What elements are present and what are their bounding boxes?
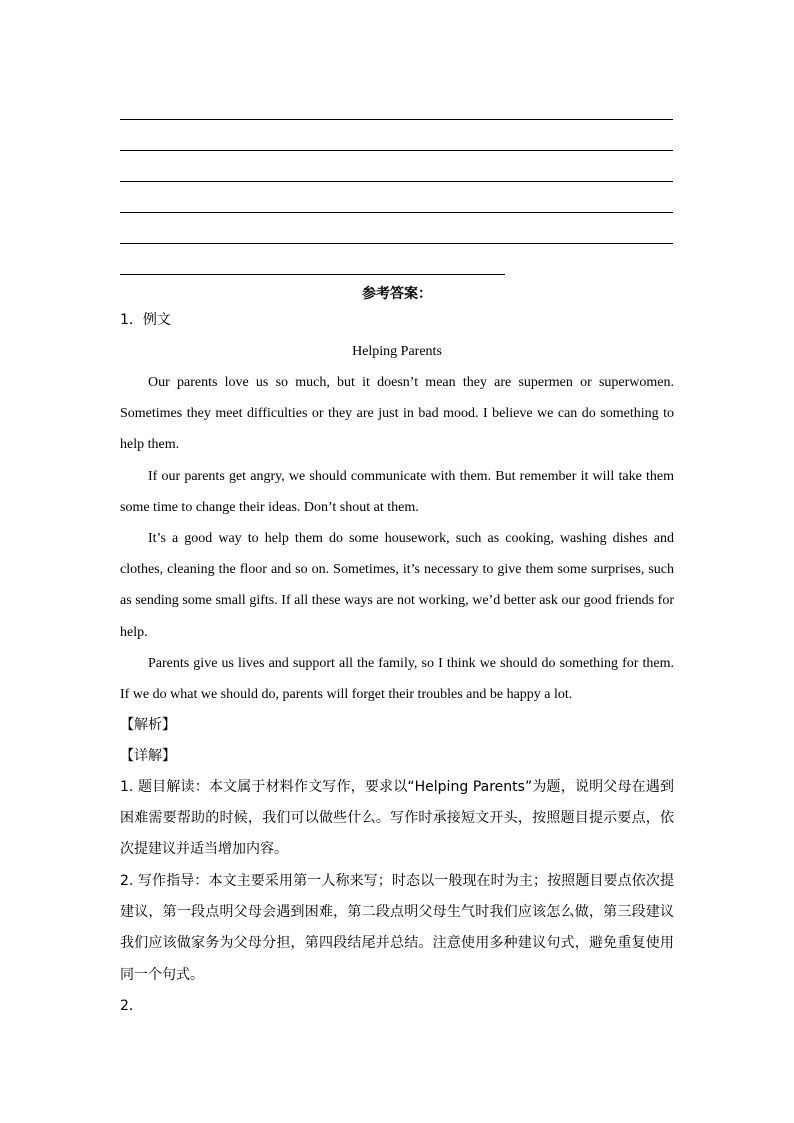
- essay-paragraph-3: It’s a good way to help them do some housework, such as cooking, washing dishes and clothes, cleaning the floor and so on. Sometimes, it’s necessary to give them some surprises, such as sending some small gifts. If all these ways are not working, we’d better ask our good friends for help.: [120, 531, 674, 640]
- essay-paragraph-4: Parents give us lives and support all the family, so I think we should do something for them. If we do what we should do, parents will forget their troubles and be happy a lot.: [120, 656, 674, 703]
- detail-label: 【详解】: [120, 748, 176, 764]
- answer-line-4: [120, 212, 673, 213]
- answer-line-6: [120, 274, 505, 275]
- answer-line-1: [120, 119, 673, 120]
- essay-paragraph-1: Our parents love us so much, but it doesn’t mean they are supermen or superwomen. Sometimes they meet difficulties or they are just in bad mood. I believe we can do something to help them.: [120, 375, 674, 453]
- essay-title: Helping Parents: [352, 344, 442, 359]
- answer-line-2: [120, 150, 673, 151]
- question-2-label: 2．: [120, 998, 143, 1014]
- detail-item-2: 2. 写作指导：本文主要采用第一人称来写；时态以一般现在时为主；按照题目要点依次提建议，第一段点明父母会遇到困难，第二段点明父母生气时我们应该怎么做，第三段建议我们应该做家务为父母分担，第四段结尾并总结。注意使用多种建议句式，避免重复使用同一个句式。: [120, 873, 674, 983]
- question-1-label: 1．例文: [120, 312, 171, 328]
- essay-paragraph-2: If our parents get angry, we should communicate with them. But remember it will take them some time to change their ideas. Don’t shout at them.: [120, 469, 674, 516]
- answer-line-3: [120, 181, 673, 182]
- answer-key-heading: 参考答案：: [362, 286, 432, 302]
- analysis-label: 【解析】: [120, 717, 176, 733]
- detail-item-1: 1. 题目解读：本文属于材料作文写作，要求以“Helping Parents”为题，说明父母在遇到困难需要帮助的时候，我们可以做些什么。写作时承接短文开头，按照题目提示要点，依次提建议并适当增加内容。: [120, 779, 674, 858]
- answer-line-5: [120, 243, 673, 244]
